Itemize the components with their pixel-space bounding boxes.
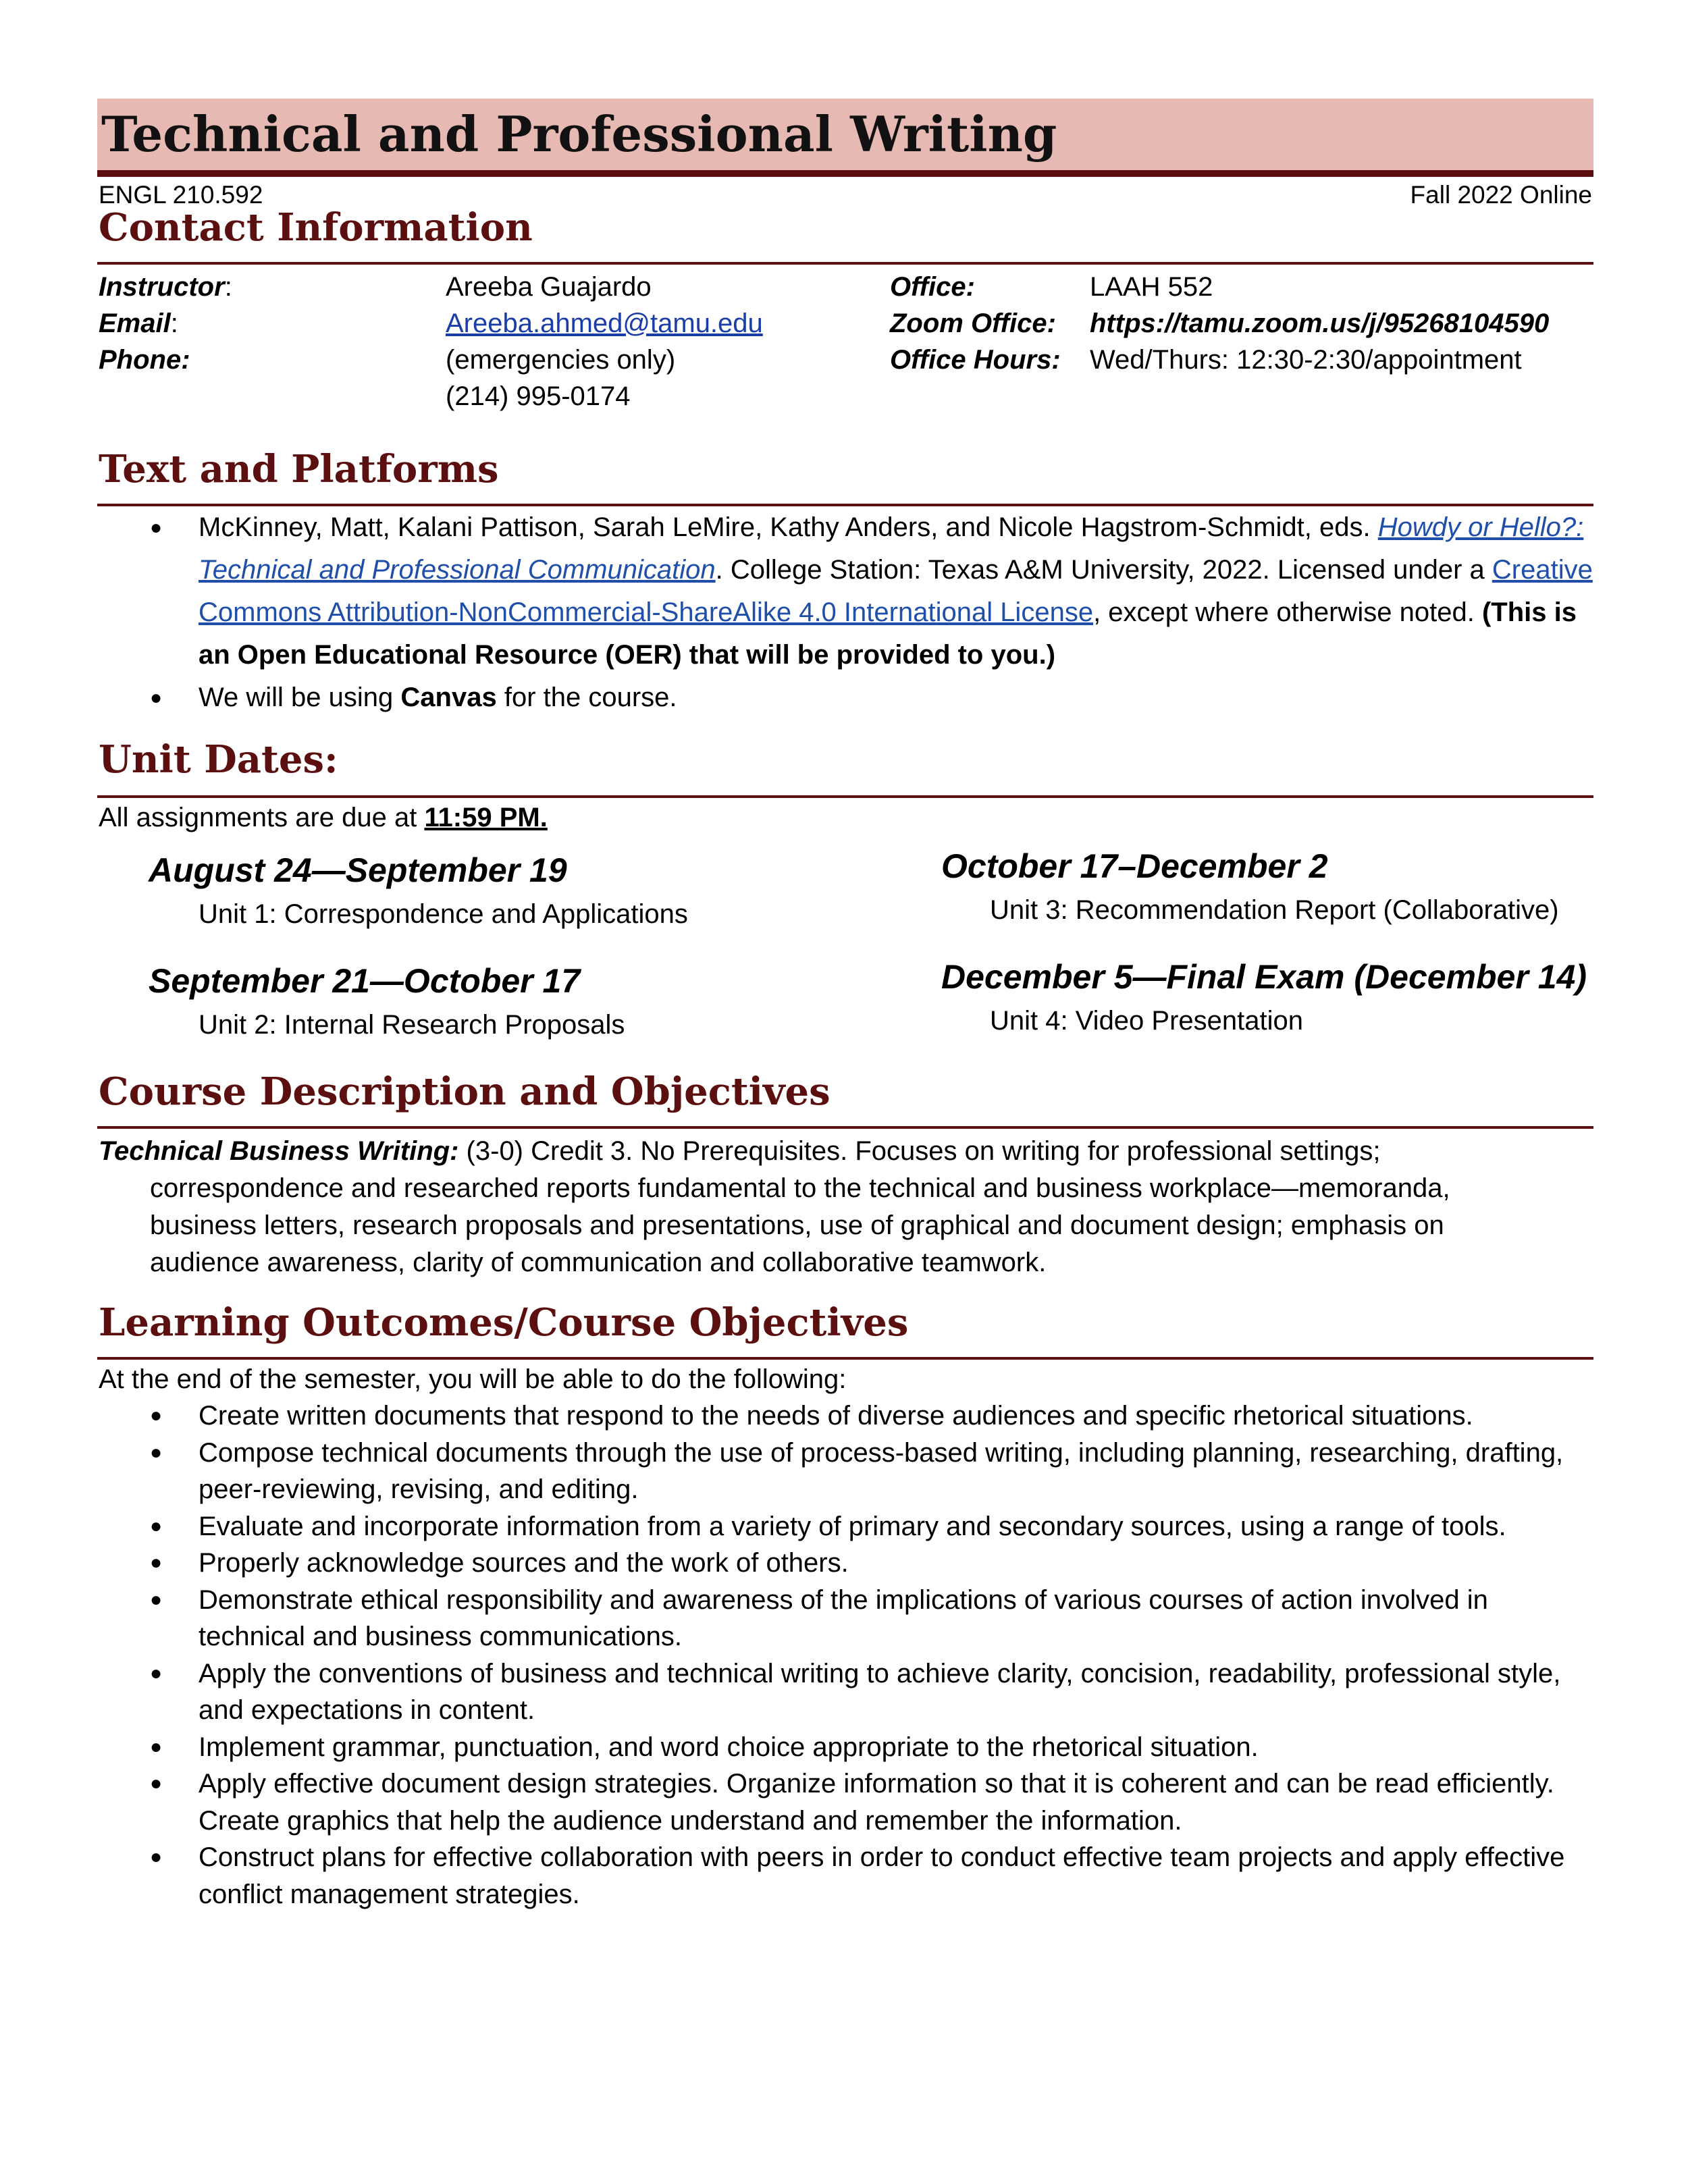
outcomes-list (99, 1397, 1593, 1913)
text-platforms-heading: Text and Platforms (99, 447, 499, 491)
outcomes-intro: At the end of the semester, you will be able to do the following: (99, 1364, 847, 1394)
bullet-icon: ● (150, 516, 163, 539)
unit-2-dates: September 21—October 17 (149, 962, 581, 1000)
bullet-icon: ● (150, 1772, 163, 1794)
instructor-name: Areeba Guajardo (446, 272, 652, 302)
unit-dates-rule (97, 795, 1593, 798)
list-item: ● Construct plans for effective collaboration with peers in order to conduct effective team projects and apply effective conflict management strategies. (99, 1839, 1593, 1913)
list-item: ● Evaluate and incorporate information from a variety of primary and secondary sources, using a range of tools. (99, 1508, 1593, 1545)
zoom-link[interactable]: https://tamu.zoom.us/j/95268104590 (1090, 309, 1550, 338)
textbook-link[interactable]: Howdy or Hello?: Technical and Professional Communication (199, 512, 1584, 585)
phone-number: (214) 995-0174 (446, 381, 631, 411)
list-item: ● Apply the conventions of business and technical writing to achieve clarity, concision, readability, professional style, and expectations in content. (99, 1655, 1593, 1729)
bullet-icon: ● (150, 1735, 163, 1758)
office-value: LAAH 552 (1090, 272, 1213, 302)
unit-dates-heading: Unit Dates: (99, 737, 338, 782)
phone-label: Phone: (99, 345, 190, 375)
text-platforms-list (99, 506, 1593, 719)
email-label: Email: (99, 309, 178, 338)
phone-note: (emergencies only) (446, 345, 676, 375)
bullet-icon: ● (150, 1514, 163, 1537)
bullet-icon: ● (150, 1404, 163, 1427)
unit-2-name: Unit 2: Internal Research Proposals (199, 1010, 625, 1040)
contact-heading: Contact Information (99, 205, 533, 250)
zoom-label: Zoom Office: (890, 309, 1056, 338)
unit-4-name: Unit 4: Video Presentation (990, 1006, 1304, 1036)
outcomes-rule (97, 1357, 1593, 1360)
bullet-icon: ● (150, 687, 163, 709)
hours-label: Office Hours: (890, 345, 1061, 375)
office-label: Office: (890, 272, 975, 302)
contact-rule (97, 262, 1593, 265)
list-item: ● Create written documents that respond to the needs of diverse audiences and specific rhetorical situations. (99, 1397, 1593, 1435)
outcomes-heading: Learning Outcomes/Course Objectives (99, 1300, 909, 1345)
course-code: ENGL 210.592 (99, 181, 263, 209)
bullet-icon: ● (150, 1441, 163, 1464)
course-term: Fall 2022 Online (1410, 181, 1592, 209)
bullet-icon: ● (150, 1846, 163, 1868)
unit-1-name: Unit 1: Correspondence and Applications (199, 899, 688, 929)
list-item: ● Implement grammar, punctuation, and word choice appropriate to the rhetorical situation. (99, 1729, 1593, 1766)
unit-3-dates: October 17–December 2 (941, 847, 1328, 885)
license-link[interactable]: Creative Commons Attribution-NonCommercial-ShareAlike 4.0 International License (199, 555, 1593, 627)
unit-1-dates: August 24—September 19 (149, 851, 567, 889)
bullet-icon: ● (150, 1588, 163, 1611)
list-item: ● Apply effective document design strategies. Organize information so that it is coherent and can be read efficiently. Create graphics that help the audience understand and remember the information. (99, 1765, 1593, 1839)
page-title: Technical and Professional Writing (101, 105, 1057, 163)
description-heading: Course Description and Objectives (99, 1069, 830, 1114)
due-note: All assignments are due at 11:59 PM. (99, 803, 548, 832)
description-rule (97, 1126, 1593, 1129)
unit-4-dates: December 5—Final Exam (December 14) (941, 958, 1587, 996)
hours-value: Wed/Thurs: 12:30-2:30/appointment (1090, 345, 1522, 375)
email-link[interactable]: Areeba.ahmed@tamu.edu (446, 309, 763, 338)
bullet-icon: ● (150, 1551, 163, 1574)
instructor-label: Instructor: (99, 272, 232, 302)
title-banner (97, 99, 1593, 177)
list-item: ● Compose technical documents through the use of process-based writing, including planning, researching, drafting, peer-reviewing, revising, and editing. (99, 1435, 1593, 1508)
list-item: ● McKinney, Matt, Kalani Pattison, Sarah LeMire, Kathy Anders, and Nicole Hagstrom-Schmidt, eds. Howdy or Hello?: Technical and Professional Communication. College Station: Texas A&M University, 2022. Licensed under a Creative Commons Attribution-NonCommercial-ShareAlike 4.0 International License, except where otherwise noted. (This is an Open Educational Resource (OER) that will be provided to you.) (99, 506, 1593, 676)
list-item: ● We will be using Canvas for the course. (99, 676, 1593, 719)
list-item: ● Demonstrate ethical responsibility and awareness of the implications of various courses of action involved in technical and business communications. (99, 1582, 1593, 1655)
bullet-icon: ● (150, 1661, 163, 1684)
list-item: ● Properly acknowledge sources and the work of others. (99, 1545, 1593, 1582)
course-description: Technical Business Writing: (3-0) Credit 3. No Prerequisites. Focuses on writing for professional settings; correspondence and researched reports fundamental to the technical and business workplace—memoranda, business letters, research proposals and presentations, use of graphical and document design; emphasis on audience awareness, clarity of communication and collaborative teamwork. (99, 1136, 1450, 1277)
unit-3-name: Unit 3: Recommendation Report (Collaborative) (990, 895, 1559, 925)
